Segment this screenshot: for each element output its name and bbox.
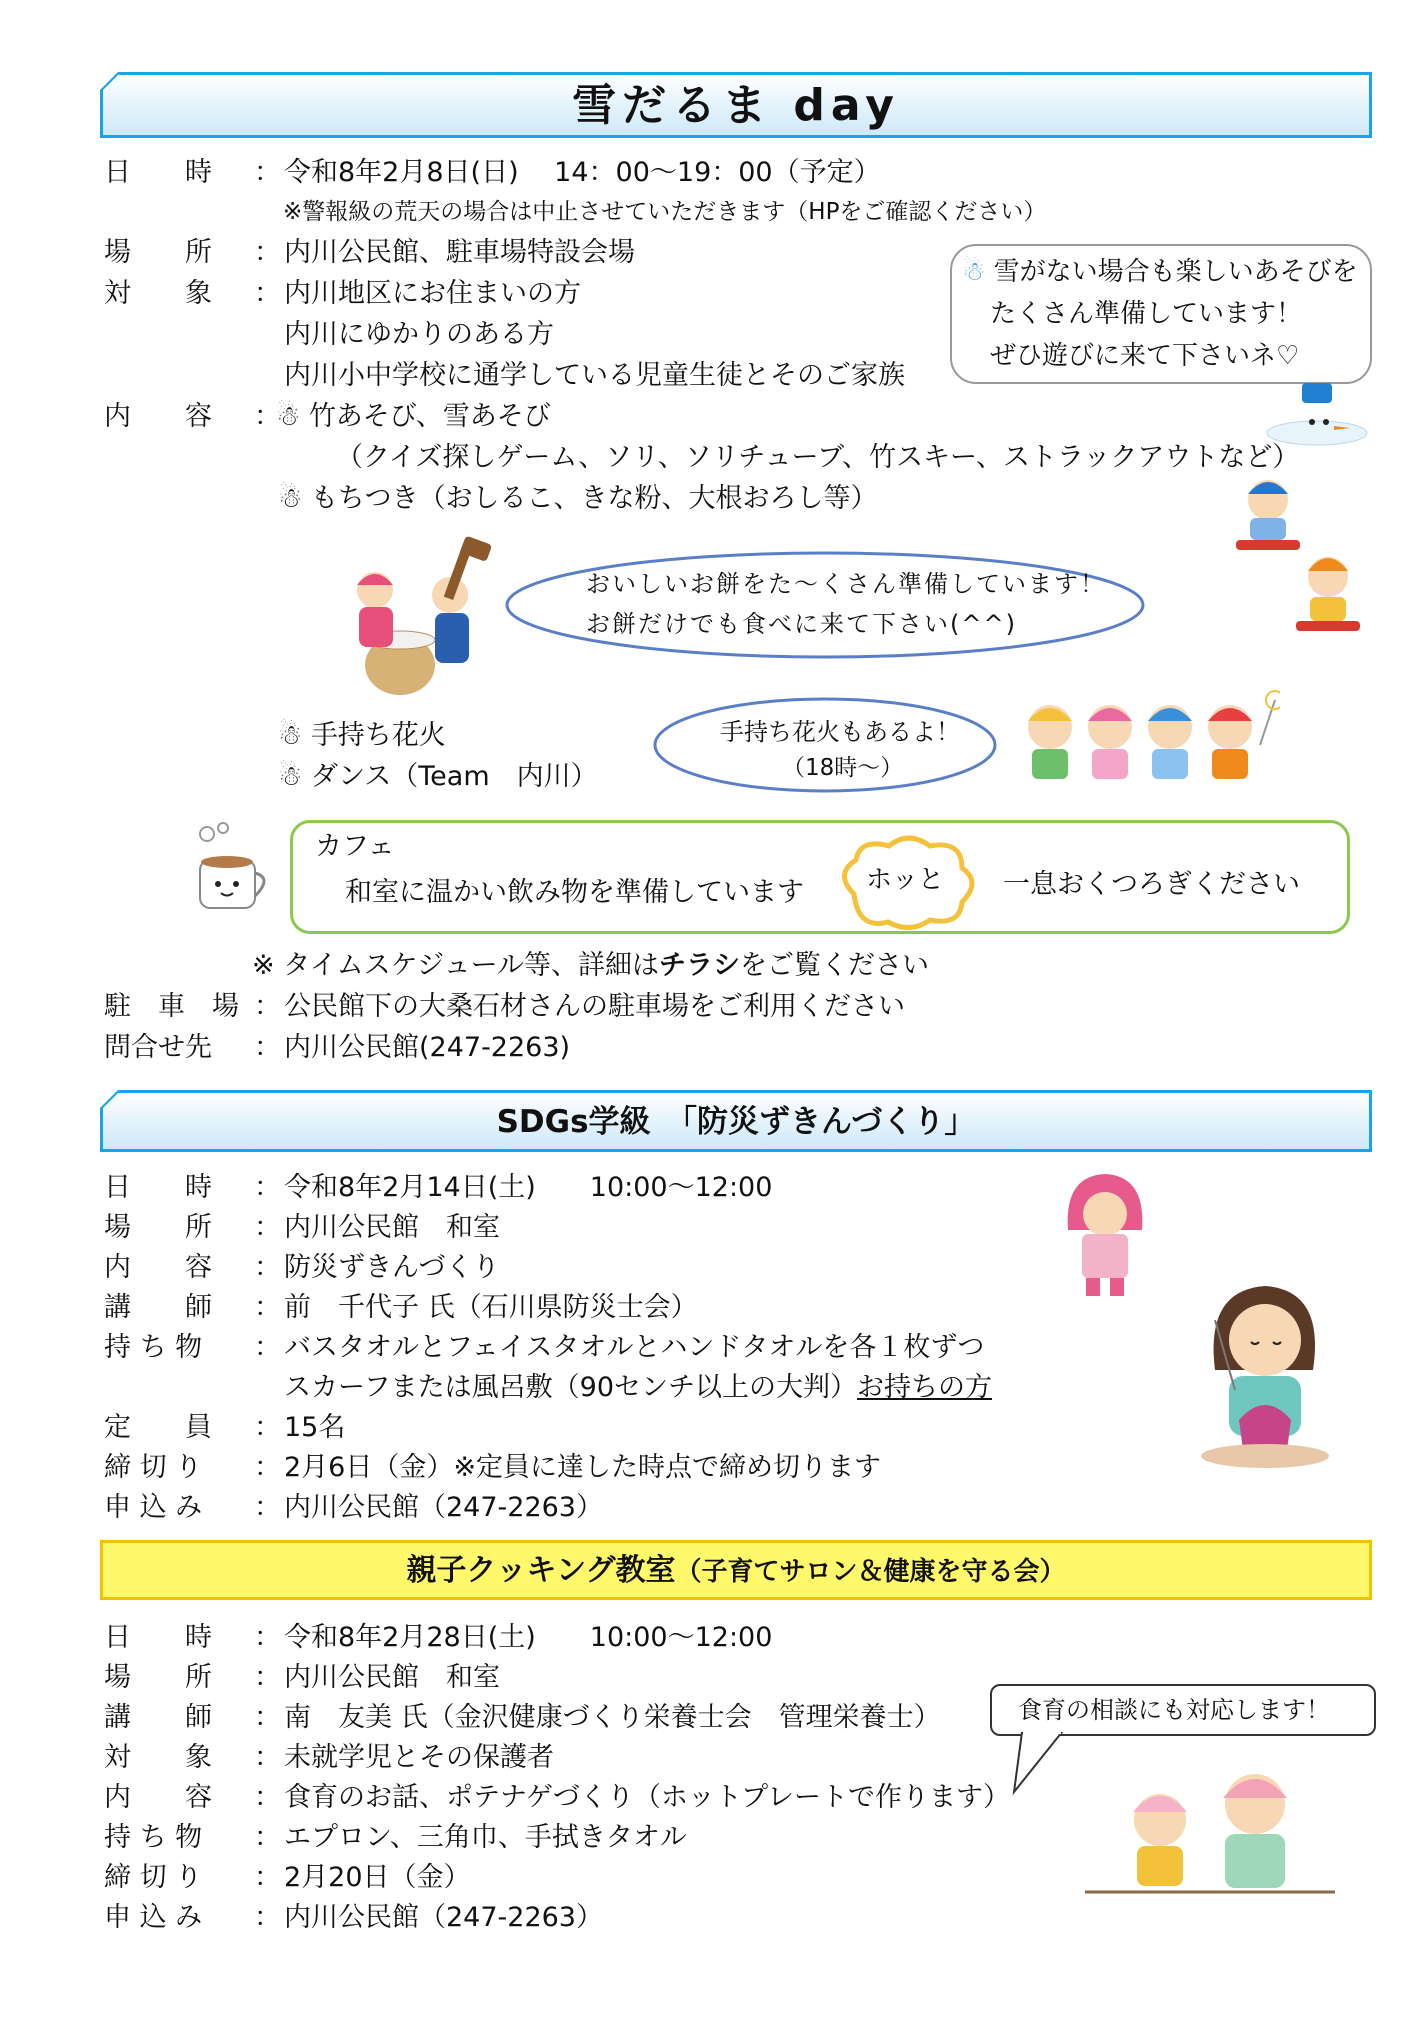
content-item-dance: ☃ ダンス（Team 内川） — [278, 761, 598, 792]
section-subtitle: （子育てサロン＆健康を守る会） — [675, 1557, 1066, 1587]
mochi-pounding-illustration — [345, 535, 495, 705]
girl-in-disaster-hood-illustration — [1060, 1170, 1150, 1300]
storm-note: ※警報級の荒天の場合は中止させていただきます（HPをご確認ください） — [283, 199, 1047, 225]
mochi-cloud-line-2: お餅だけでも食べに来て下さい(^^) — [586, 610, 1017, 638]
snowman-bullet-icon: ☃ — [278, 483, 303, 514]
items-line-2: スカーフまたは風呂敷（90センチ以上の大判）お持ちの方 — [284, 1372, 993, 1403]
cafe-hotto-text: ホッと — [866, 865, 945, 895]
fireworks-cloud-line-1: 手持ち花火もあるよ！ — [720, 718, 960, 746]
section-header-snowman-day — [100, 72, 1372, 138]
row-label: 日 時 — [104, 157, 212, 188]
content-item-fireworks: ☃ 手持ち花火 — [278, 720, 446, 751]
fireworks-cloud-line-2: （18時～） — [782, 755, 904, 781]
parent-child-cooking-illustration — [1085, 1760, 1335, 1910]
snowman-bullet-icon: ☃ — [278, 761, 303, 792]
section-title: SDGs学級 「防災ずきんづくり」 — [496, 1104, 976, 1140]
snowman-bullet-icon: ☃ — [276, 401, 301, 432]
child-on-sled-illustration-2 — [1288, 545, 1368, 645]
cafe-box — [290, 820, 1350, 934]
cafe-title: カフェ — [315, 831, 395, 862]
section-title: 雪だるま day — [572, 80, 900, 131]
melted-snowman-icon — [1262, 378, 1372, 448]
content-item-mochi: ☃ もちつき（おしるこ、きな粉、大根おろし等） — [278, 483, 878, 514]
section-header-cooking — [100, 1540, 1372, 1600]
mochi-cloud-line-1: おいしいお餅をた～くさん準備しています！ — [586, 570, 1106, 598]
target-line-3: 内川小中学校に通学している児童生徒とそのご家族 — [284, 360, 905, 391]
woman-sewing-illustration — [1195, 1280, 1335, 1470]
row-value: 令和8年2月8日(日) 14：00〜19：00（予定） — [284, 157, 881, 188]
snow-speech-bubble: ☃ 雪がない場合も楽しいあそびを たくさん準備しています！ ぜひ遊びに来て下さいネ♡ — [950, 244, 1372, 384]
coffee-cup-icon — [185, 818, 285, 918]
snowman-small-icon: ☃ — [962, 257, 986, 287]
speech-bubble-tail — [1012, 1732, 1082, 1802]
flyer-note: ※ タイムスケジュール等、詳細はチラシをご覧ください — [252, 950, 930, 981]
cafe-text-right: 一息おくつろぎください — [1003, 869, 1300, 900]
consult-speech-bubble: 食育の相談にも対応します！ — [990, 1684, 1376, 1736]
target-line-2: 内川にゆかりのある方 — [284, 319, 554, 350]
section-title: 親子クッキング教室 — [406, 1553, 676, 1588]
section-header-sdgs — [100, 1090, 1372, 1152]
content-sub-1: （クイズ探しゲーム、ソリ、ソリチューブ、竹スキー、ストラックアウトなど） — [336, 442, 1300, 473]
kids-with-sparklers-illustration — [1020, 685, 1280, 795]
snowman-bullet-icon: ☃ — [278, 720, 303, 751]
cafe-text-left: 和室に温かい飲み物を準備しています — [345, 877, 804, 908]
